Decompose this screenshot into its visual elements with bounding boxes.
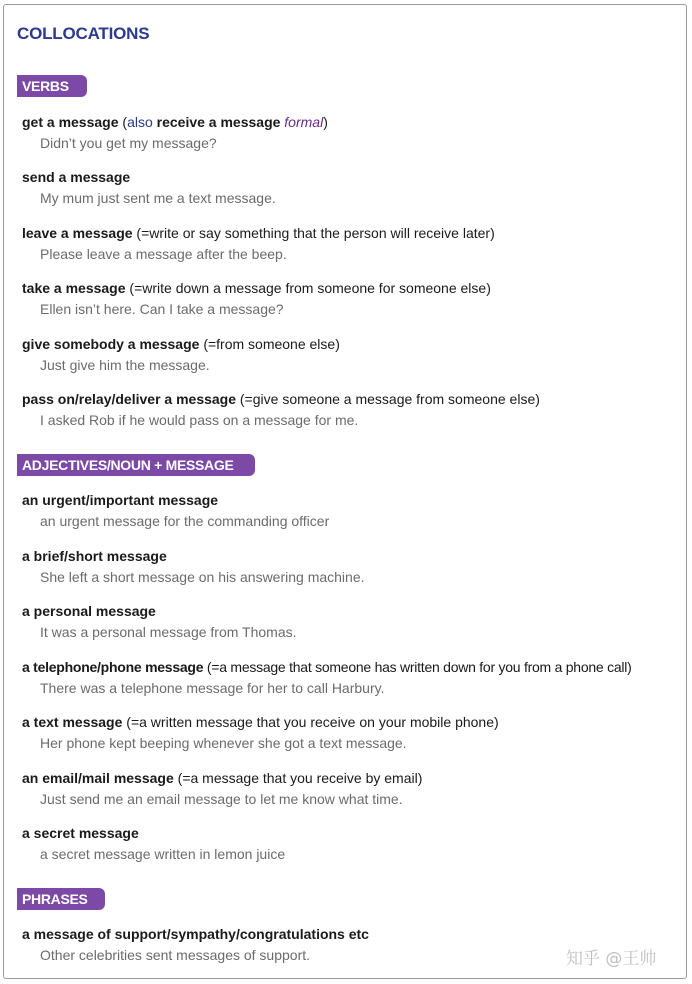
entry-give-somebody-a-message bbox=[22, 334, 340, 375]
example-sentence: Please leave a message after the beep. bbox=[40, 246, 287, 262]
example-sentence: My mum just sent me a text message. bbox=[40, 190, 276, 206]
example-sentence: Her phone kept beeping whenever she got a text message. bbox=[40, 735, 407, 751]
collocation-phrase: an urgent/important message bbox=[22, 492, 219, 508]
collocation-phrase: a personal message bbox=[22, 603, 156, 619]
register-label: formal bbox=[284, 114, 324, 130]
entry-message-of-support bbox=[22, 924, 369, 965]
collocation-phrase: send a message bbox=[22, 169, 131, 185]
gloss: (=a written message that you receive on your mobile phone) bbox=[126, 714, 499, 730]
gloss: (=a message that you receive by email) bbox=[177, 770, 423, 786]
example-sentence: a secret message written in lemon juice bbox=[40, 846, 286, 862]
example-sentence: She left a short message on his answering machine. bbox=[40, 569, 365, 585]
collocation-phrase: a text message bbox=[22, 714, 123, 730]
example-sentence: an urgent message for the commanding officer bbox=[40, 513, 330, 529]
collocation-phrase: get a message bbox=[22, 114, 119, 130]
collocation-phrase: pass on/relay/deliver a message bbox=[22, 391, 237, 407]
section-badge-verbs: VERBS bbox=[17, 75, 87, 97]
entry-take-a-message bbox=[22, 278, 491, 319]
collocation-phrase: a message of support/sympathy/congratulations etc bbox=[22, 926, 369, 942]
gloss: (=give someone a message from someone else) bbox=[239, 391, 540, 407]
entry-send-a-message bbox=[22, 167, 276, 208]
gloss: (=a message that someone has written down for you from a phone call) bbox=[206, 659, 632, 675]
page-title: COLLOCATIONS bbox=[17, 24, 150, 43]
gloss: (=write down a message from someone for someone else) bbox=[129, 280, 491, 296]
collocation-phrase: a telephone/phone message bbox=[22, 659, 204, 675]
section-badge-phrases: PHRASES bbox=[17, 888, 105, 910]
collocation-phrase: take a message bbox=[22, 280, 126, 296]
entry-leave-a-message bbox=[22, 223, 495, 264]
example-sentence: I asked Rob if he would pass on a message for me. bbox=[40, 412, 359, 428]
collocation-phrase: a secret message bbox=[22, 825, 139, 841]
collocation-phrase: an email/mail message bbox=[22, 770, 174, 786]
entry-text-message bbox=[22, 712, 499, 753]
entry-email-message bbox=[22, 768, 422, 809]
example-sentence: Other celebrities sent messages of support. bbox=[40, 947, 311, 963]
entry-pass-on-a-message bbox=[22, 389, 540, 430]
gloss: (=write or say something that the person will receive later) bbox=[136, 225, 495, 241]
example-sentence: It was a personal message from Thomas. bbox=[40, 624, 297, 640]
example-sentence: Just send me an email message to let me know what time. bbox=[40, 791, 403, 807]
example-sentence: Didn’t you get my message? bbox=[40, 135, 217, 151]
collocation-phrase: leave a message bbox=[22, 225, 133, 241]
entry-get-a-message bbox=[22, 112, 328, 153]
section-badge-adjectives: ADJECTIVES/NOUN + MESSAGE bbox=[17, 454, 255, 476]
collocation-phrase: a brief/short message bbox=[22, 548, 167, 564]
example-sentence: There was a telephone message for her to call Harbury. bbox=[40, 680, 385, 696]
gloss: (=from someone else) bbox=[203, 336, 340, 352]
also-label: also bbox=[127, 114, 153, 130]
entry-brief-message bbox=[22, 546, 365, 587]
collocation-phrase: give somebody a message bbox=[22, 336, 200, 352]
example-sentence: Just give him the message. bbox=[40, 357, 210, 373]
entry-urgent-message bbox=[22, 490, 329, 531]
watermark: 知乎 @王帅 bbox=[566, 949, 657, 969]
entry-personal-message bbox=[22, 601, 297, 642]
entry-secret-message bbox=[22, 823, 285, 864]
alt-phrase: receive a message bbox=[156, 114, 281, 130]
example-sentence: Ellen isn’t here. Can I take a message? bbox=[40, 301, 284, 317]
paren-open: ( bbox=[122, 114, 128, 130]
entry-telephone-message bbox=[22, 657, 632, 698]
paren-close: ) bbox=[323, 114, 328, 130]
